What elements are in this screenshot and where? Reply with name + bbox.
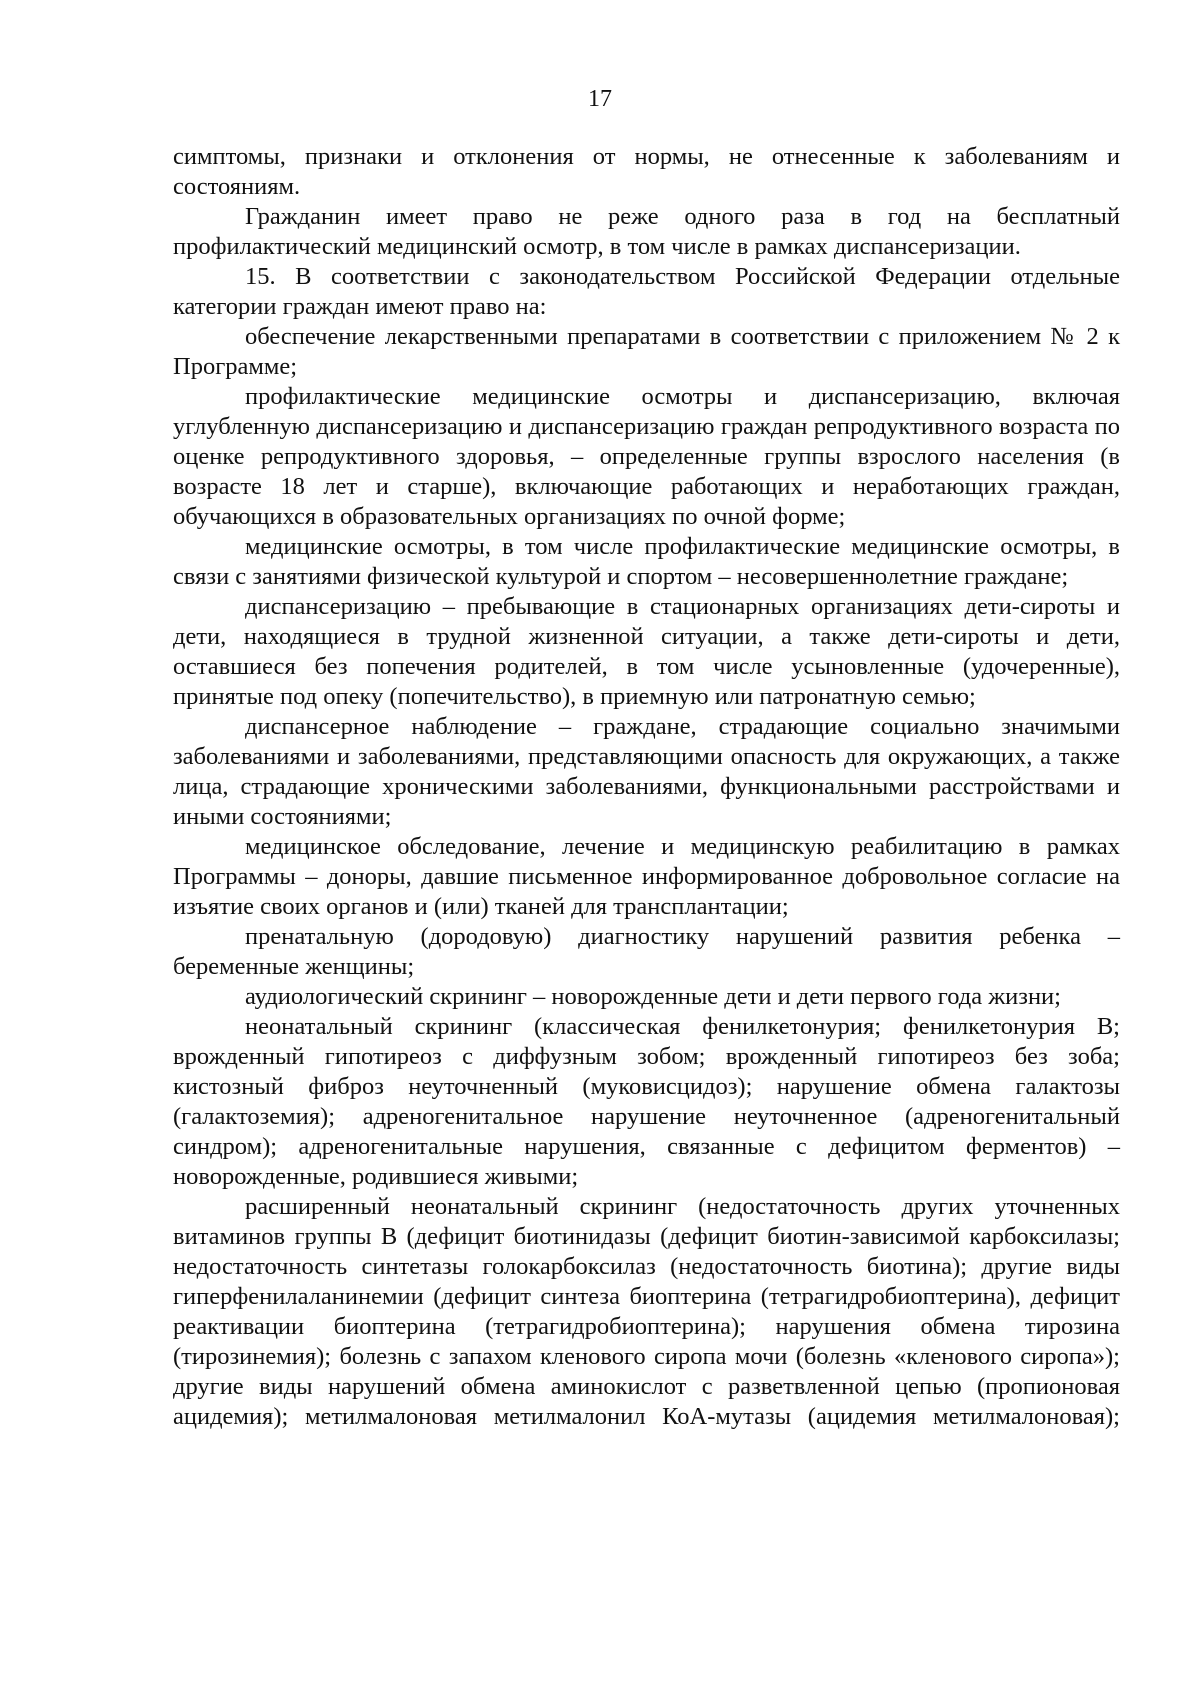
paragraph-5: профилактические медицинские осмотры и диспансеризацию, включая углубленную диспансеризацию и диспансеризацию граждан репродуктивного возраста по оценке репродуктивного здоровья, – определенные группы взрослого населения (в возрасте 18 лет и старше), включающие работающих и неработающих граждан, обучающихся в образовательных организациях по очной форме; [173, 383, 1120, 530]
paragraph-3: 15. В соответствии с законодательством Российской Федерации отдельные категории граждан имеют право на: [173, 263, 1120, 320]
paragraph-13: расширенный неонатальный скрининг (недостаточность других уточненных витаминов группы B (дефицит биотинидазы (дефицит биотин-зависимой карбоксилазы; недостаточность синтетазы голокарбоксилаз (недостаточность биотина); другие виды гиперфенилаланинемии (дефицит синтеза биоптерина (тетрагидробиоптерина), дефицит реактивации биоптерина (тетрагидробиоптерина); нарушения обмена тирозина (тирозинемия); болезнь с запахом кленового сиропа мочи (болезнь «кленового сиропа»); другие виды нарушений обмена аминокислот с разветвленной цепью (пропионовая ацидемия); метилмалоновая метилмалонил КоА-мутазы (ацидемия метилмалоновая); [173, 1193, 1120, 1430]
paragraph-8: диспансерное наблюдение – граждане, страдающие социально значимыми заболеваниями и заболеваниями, представляющими опасность для окружающих, а также лица, страдающие хроническими заболеваниями, функциональными расстройствами и иными состояниями; [173, 713, 1120, 830]
paragraph-4: обеспечение лекарственными препаратами в соответствии с приложением № 2 к Программе; [173, 323, 1120, 380]
paragraph-6: медицинские осмотры, в том числе профилактические медицинские осмотры, в связи с занятиями физической культурой и спортом – несовершеннолетние граждане; [173, 533, 1120, 590]
paragraph-7: диспансеризацию – пребывающие в стационарных организациях дети-сироты и дети, находящиеся в трудной жизненной ситуации, а также дети-сироты и дети, оставшиеся без попечения родителей, в том числе усыновленные (удочеренные), принятые под опеку (попечительство), в приемную или патронатную семью; [173, 593, 1120, 710]
paragraph-1: симптомы, признаки и отклонения от нормы, не отнесенные к заболеваниям и состояниям. [173, 143, 1120, 200]
paragraph-9: медицинское обследование, лечение и медицинскую реабилитацию в рамках Программы – доноры, давшие письменное информированное добровольное согласие на изъятие своих органов и (или) тканей для трансплантации; [173, 833, 1120, 920]
paragraph-10: пренатальную (дородовую) диагностику нарушений развития ребенка – беременные женщины; [173, 923, 1120, 980]
document-body [173, 142, 1120, 1432]
paragraph-2: Гражданин имеет право не реже одного раза в год на бесплатный профилактический медицинский осмотр, в том числе в рамках диспансеризации. [173, 203, 1120, 260]
page-number: 17 [588, 86, 612, 112]
paragraph-12: неонатальный скрининг (классическая фенилкетонурия; фенилкетонурия B; врожденный гипотиреоз с диффузным зобом; врожденный гипотиреоз без зоба; кистозный фиброз неуточненный (муковисцидоз); нарушение обмена галактозы (галактоземия); адреногенитальное нарушение неуточненное (адреногенитальный синдром); адреногенитальные нарушения, связанные с дефицитом ферментов) – новорожденные, родившиеся живыми; [173, 1013, 1120, 1190]
paragraph-11: аудиологический скрининг – новорожденные дети и дети первого года жизни; [245, 983, 1061, 1010]
